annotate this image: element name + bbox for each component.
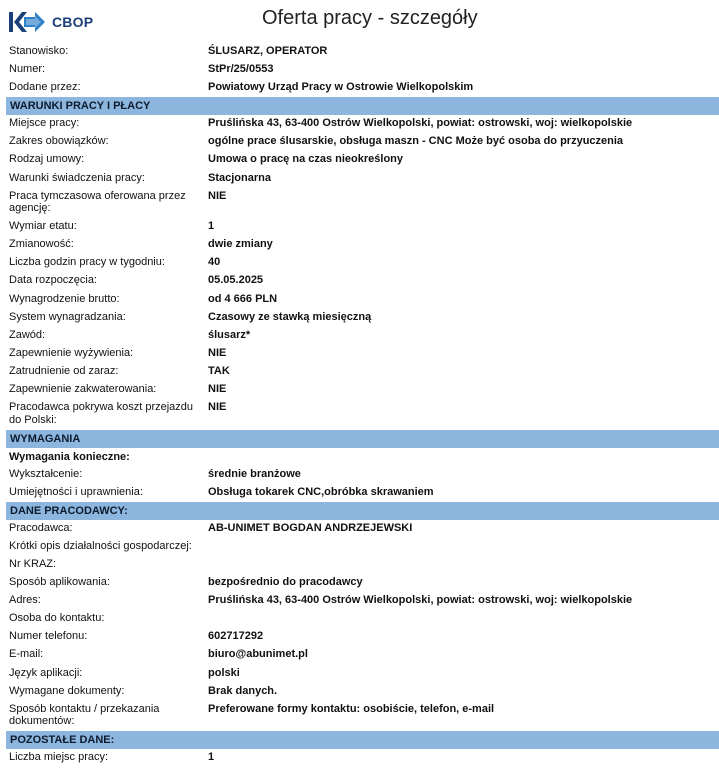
detail-label: Data rozpoczęcia:	[9, 274, 98, 287]
detail-label: Wykształcenie:	[9, 467, 83, 480]
detail-label: Umiejętności i uprawnienia:	[9, 485, 143, 498]
detail-label: Miejsce pracy:	[9, 117, 80, 130]
detail-value: StPr/25/0553	[208, 63, 274, 76]
detail-label: Numer telefonu:	[9, 630, 88, 643]
detail-label: Pracodawca:	[9, 521, 73, 534]
detail-label: Zawód:	[9, 328, 46, 341]
detail-value: średnie branżowe	[208, 467, 301, 480]
section-body-pozostale	[6, 749, 719, 767]
detail-label: Dodane przez:	[9, 81, 81, 94]
cbop-logo	[8, 8, 93, 36]
detail-label: Liczba godzin pracy w tygodniu:	[9, 256, 165, 269]
detail-label: Zapewnienie wyżywienia:	[9, 346, 134, 359]
detail-label: Zmianowość:	[9, 238, 74, 251]
detail-label: Liczba miejsc pracy:	[9, 751, 109, 764]
detail-value: ogólne prace ślusarskie, obsługa maszn - CNC Może być osoba do przyuczenia	[208, 135, 624, 148]
detail-value: ŚLUSARZ, OPERATOR	[208, 45, 328, 57]
detail-value: 602717292	[208, 630, 264, 643]
detail-label: Stanowisko:	[9, 45, 69, 57]
detail-label: Zakres obowiązków:	[9, 135, 109, 148]
section-header-pracodawca: DANE PRACODAWCY:	[6, 502, 719, 520]
detail-value: Stacjonarna	[208, 171, 271, 184]
detail-value: 1	[208, 220, 215, 233]
detail-label: Rodzaj umowy:	[9, 153, 85, 166]
detail-label: System wynagradzania:	[9, 310, 126, 323]
detail-value: NIE	[208, 346, 227, 359]
detail-value: polski	[208, 666, 240, 679]
detail-label: Zatrudnienie od zaraz:	[9, 364, 119, 377]
detail-value: NIE	[208, 383, 227, 395]
section-body-warunki	[6, 115, 719, 429]
detail-value: Powiatowy Urząd Pracy w Ostrowie Wielkopolskim	[208, 81, 474, 94]
detail-label: Numer:	[9, 63, 46, 76]
detail-value: dwie zmiany	[208, 238, 273, 251]
page-title: Oferta pracy - szczegóły	[262, 7, 478, 29]
detail-value: bezpośrednio do pracodawcy	[208, 576, 363, 589]
detail-value: NIE	[208, 189, 227, 202]
offer-details	[6, 43, 719, 767]
detail-label: Pracodawca pokrywa koszt przejazdu do Polski:	[9, 401, 194, 426]
detail-value: od 4 666 PLN	[208, 292, 278, 305]
detail-value: Brak danych.	[208, 684, 278, 697]
detail-label: Język aplikacji:	[9, 666, 83, 679]
detail-label: Nr KRAZ:	[9, 557, 57, 570]
detail-label: Wynagrodzenie brutto:	[9, 292, 120, 305]
detail-value: AB-UNIMET BOGDAN ANDRZEJEWSKI	[208, 521, 413, 534]
cbop-logo-icon	[8, 9, 46, 35]
detail-row	[6, 61, 719, 79]
detail-label: Wymagane dokumenty:	[9, 684, 125, 697]
detail-value: Preferowane formy kontaktu: osobiście, telefon, e-mail	[208, 702, 495, 715]
detail-value: 1	[208, 751, 215, 764]
detail-label: Krótki opis działalności gospodarczej:	[9, 539, 192, 552]
detail-row	[6, 43, 719, 61]
detail-label: Adres:	[9, 594, 41, 607]
detail-label: E-mail:	[9, 648, 44, 661]
detail-label: Sposób aplikowania:	[9, 576, 110, 589]
section-body-pracodawca	[6, 520, 719, 731]
detail-label: Zapewnienie zakwaterowania:	[9, 383, 157, 395]
detail-label: Praca tymczasowa oferowana przez agencję:	[9, 189, 186, 215]
detail-row	[6, 79, 719, 97]
detail-value: biuro@abunimet.pl	[208, 648, 308, 661]
logo-text: CBOP	[52, 14, 94, 30]
detail-value: 40	[208, 256, 221, 269]
detail-value: Obsługa tokarek CNC,obróbka skrawaniem	[208, 485, 434, 498]
detail-value: ślusarz*	[208, 328, 251, 341]
section-header-wymagania: WYMAGANIA	[6, 430, 719, 448]
detail-value: Pruślińska 43, 63-400 Ostrów Wielkopolski, powiat: ostrowski, woj: wielkopolskie	[208, 117, 633, 130]
detail-label: Wymiar etatu:	[9, 220, 77, 233]
detail-label: Warunki świadczenia pracy:	[9, 171, 145, 184]
section-body-wymagania	[6, 448, 719, 502]
page-header	[0, 0, 719, 42]
detail-value: Czasowy ze stawką miesięczną	[208, 310, 372, 323]
section-header-pozostale: POZOSTAŁE DANE:	[6, 731, 719, 749]
requirements-subheading: Wymagania konieczne:	[9, 450, 130, 463]
detail-value: Umowa o pracę na czas nieokreślony	[208, 153, 404, 166]
detail-value: Pruślińska 43, 63-400 Ostrów Wielkopolski, powiat: ostrowski, woj: wielkopolskie	[208, 594, 633, 607]
detail-value: TAK	[208, 364, 230, 377]
detail-label: Sposób kontaktu / przekazania dokumentów:	[9, 702, 160, 728]
detail-label: Osoba do kontaktu:	[9, 612, 105, 625]
section-header-warunki: WARUNKI PRACY I PŁACY	[6, 97, 719, 115]
detail-value: 05.05.2025	[208, 274, 264, 287]
detail-value: NIE	[208, 401, 227, 414]
